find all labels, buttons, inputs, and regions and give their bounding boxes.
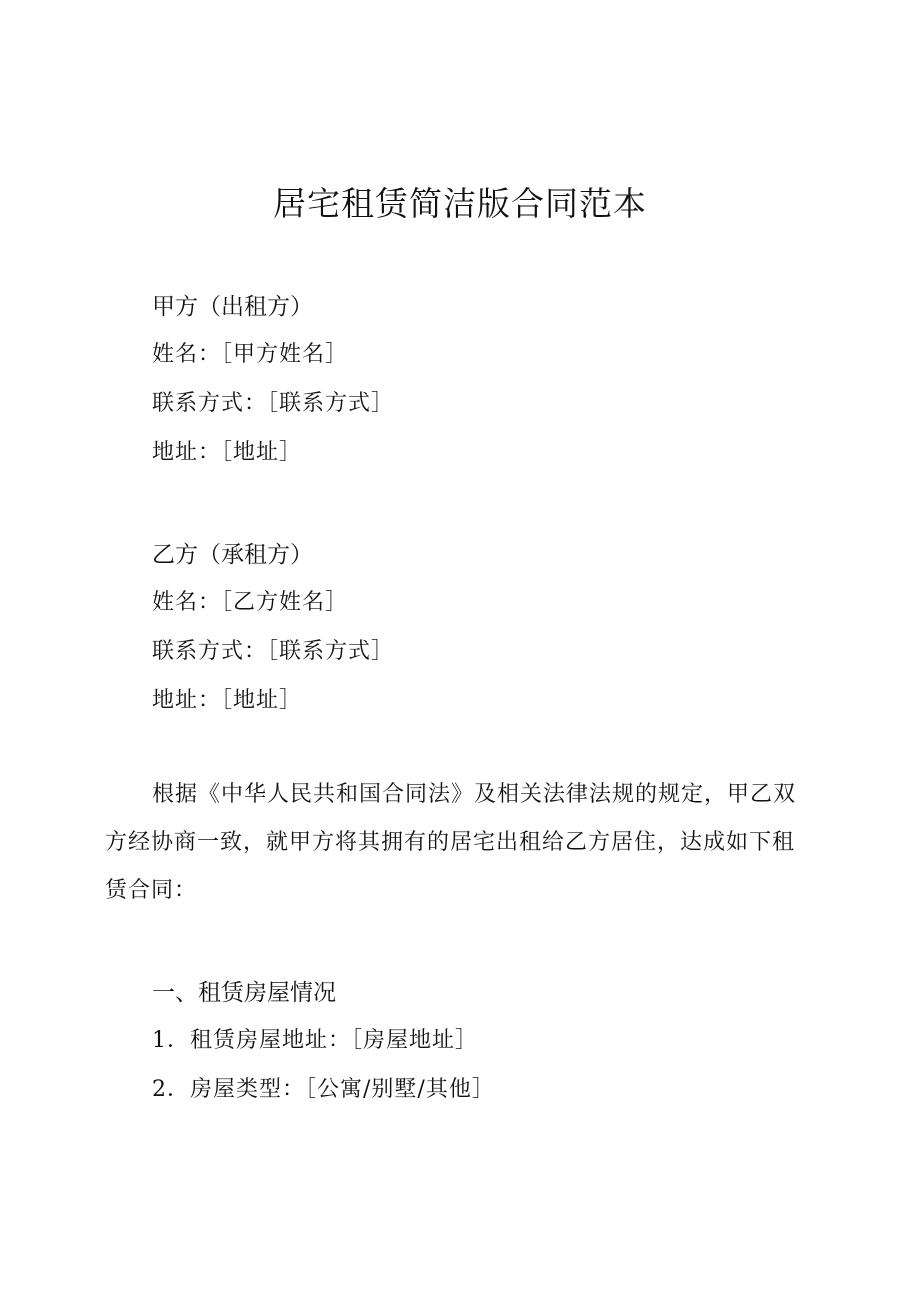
- section-1-heading: 一、租赁房屋情况: [152, 980, 336, 1006]
- intro-line-2: 方经协商一致，就甲方将其拥有的居宅出租给乙方居住，达成如下租: [105, 830, 796, 855]
- party-b-heading: 乙方（承租方）: [152, 542, 313, 568]
- section-1-item-1: 1．租赁房屋地址：［房屋地址］: [152, 1028, 478, 1053]
- party-a-name: 姓名：［甲方姓名］: [152, 342, 349, 367]
- intro-line-1: 根据《中华人民共和国合同法》及相关法律法规的规定，甲乙双: [152, 782, 797, 807]
- intro-paragraph: [105, 771, 805, 915]
- party-b-address: 地址：［地址］: [152, 688, 303, 713]
- party-a-heading: 甲方（出租方）: [152, 294, 313, 320]
- section-1-item-2: 2．房屋类型：［公寓/别墅/其他］: [152, 1077, 495, 1102]
- document-title: 居宅租赁简洁版合同范本: [273, 184, 647, 223]
- party-a-address: 地址：［地址］: [152, 440, 303, 465]
- intro-line-3: 赁合同：: [105, 878, 198, 903]
- party-b-name: 姓名：［乙方姓名］: [152, 590, 349, 615]
- party-b-contact: 联系方式：［联系方式］: [152, 639, 395, 664]
- party-a-contact: 联系方式：［联系方式］: [152, 391, 395, 416]
